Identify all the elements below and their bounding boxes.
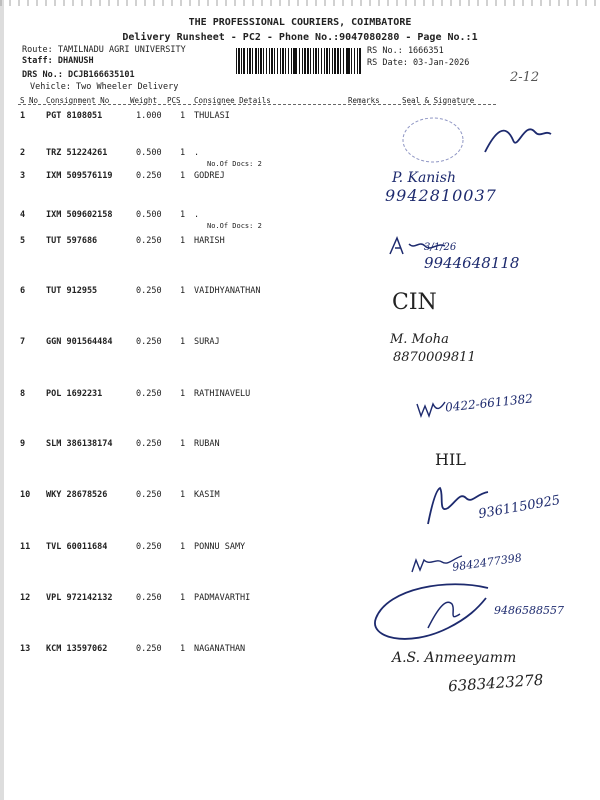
row-pcs: 1 (180, 439, 186, 449)
row-pcs: 1 (180, 389, 186, 399)
sig-row5-date: 3/1/26 (424, 242, 457, 253)
row-pcs: 1 (180, 542, 186, 552)
row-consignment-no: TUT 912955 (46, 286, 98, 296)
row-weight: 0.250 (136, 490, 162, 500)
row-consignment-no: TUT 597686 (46, 236, 98, 246)
row-consignment-no: TVL 60011684 (46, 542, 108, 552)
row-weight: 0.250 (136, 542, 162, 552)
row-pcs: 1 (180, 644, 186, 654)
row-consignment-no: IXM 509602158 (46, 210, 113, 220)
row-weight: 0.500 (136, 148, 162, 158)
row-consignment-no: KCM 13597062 (46, 644, 108, 654)
barcode (236, 48, 361, 74)
row-sno: 2 (20, 148, 26, 158)
row-consignee: PADMAVARTHI (194, 593, 251, 603)
row-pcs: 1 (180, 111, 186, 121)
row-consignee: RATHINAVELU (194, 389, 251, 399)
row-consignment-no: SLM 386138174 (46, 439, 113, 449)
row-weight: 0.250 (136, 644, 162, 654)
sig-row9: HIL (435, 450, 466, 469)
company-title: THE PROFESSIONAL COURIERS, COIMBATORE (188, 17, 412, 28)
table-row (0, 439, 600, 479)
row-docs-count: No.Of Docs: 2 (207, 160, 262, 168)
col-remarks: Remarks (348, 96, 380, 105)
header-rule (18, 104, 496, 105)
staff-label: Staff: (22, 56, 53, 66)
row-consignee: VAIDHYANATHAN (194, 286, 261, 296)
col-seal: Seal & Signature (402, 96, 475, 105)
row-sno: 9 (20, 439, 26, 449)
staff-value: DHANUSH (57, 56, 94, 66)
col-weight: Weight (130, 96, 158, 105)
vehicle-type: Vehicle: Two Wheeler Delivery (30, 82, 179, 92)
page-mark: 2-12 (510, 70, 540, 85)
row-sno: 4 (20, 210, 26, 220)
row-consignment-no: PGT 8108051 (46, 111, 103, 121)
row-pcs: 1 (180, 236, 186, 246)
row-pcs: 1 (180, 593, 186, 603)
row-pcs: 1 (180, 171, 186, 181)
row-weight: 0.250 (136, 593, 162, 603)
table-row (0, 337, 600, 377)
row-pcs: 1 (180, 148, 186, 158)
sig-row12-phone: 9486588557 (494, 604, 564, 617)
row-weight: 1.000 (136, 111, 162, 121)
sig-row13-phone: 6383423278 (447, 670, 544, 696)
row-consignment-no: GGN 901564484 (46, 337, 113, 347)
row-sno: 11 (20, 542, 31, 552)
sig-row3-name: P. Kanish (392, 170, 456, 186)
route-label: Route: TAMILNADU AGRI UNIVERSITY (22, 45, 186, 55)
row-consignee: HARISH (194, 236, 225, 246)
row-consignment-no: TRZ 51224261 (46, 148, 108, 158)
sig-row6: CIN (392, 290, 437, 315)
sig-row5-phone: 9944648118 (424, 254, 520, 272)
row-consignee: THULASI (194, 111, 230, 121)
sig-row13-name: A.S. Anmeeyamm (392, 650, 517, 666)
row-sno: 3 (20, 171, 26, 181)
row-consignee: NAGANATHAN (194, 644, 246, 654)
row-pcs: 1 (180, 337, 186, 347)
table-row (0, 171, 600, 211)
row-consignee: PONNU SAMY (194, 542, 246, 552)
row-sno: 12 (20, 593, 31, 603)
row-consignee: . (194, 148, 200, 158)
sig-row12-scribble (368, 578, 498, 648)
sig-row7-name: M. Moha (390, 332, 449, 347)
row-sno: 10 (20, 490, 31, 500)
row-pcs: 1 (180, 490, 186, 500)
row-weight: 0.500 (136, 210, 162, 220)
rs-date: RS Date: 03-Jan-2026 (367, 58, 470, 68)
row-weight: 0.250 (136, 337, 162, 347)
sig-row8-phone: 0422-6611382 (444, 391, 534, 415)
row-consignee: GODREJ (194, 171, 225, 181)
staff-field (22, 56, 94, 66)
row-pcs: 1 (180, 210, 186, 220)
seal-stamp (395, 112, 565, 172)
row-consignment-no: IXM 509576119 (46, 171, 113, 181)
row-consignee: RUBAN (194, 439, 220, 449)
drs-number: DRS No.: DCJB166635101 (22, 70, 135, 80)
row-weight: 0.250 (136, 236, 162, 246)
sig-row10-phone: 9361150925 (477, 492, 562, 523)
row-weight: 0.250 (136, 439, 162, 449)
rs-number: RS No.: 1666351 (367, 46, 444, 56)
runsheet-subtitle: Delivery Runsheet - PC2 - Phone No.:9047080280 - Page No.:1 (122, 32, 478, 43)
table-row (0, 286, 600, 326)
row-consignment-no: WKY 28678526 (46, 490, 108, 500)
row-weight: 0.250 (136, 171, 162, 181)
row-consignee: KASIM (194, 490, 220, 500)
sig-row7-phone: 8870009811 (393, 350, 476, 365)
row-sno: 7 (20, 337, 26, 347)
row-weight: 0.250 (136, 286, 162, 296)
row-consignee: . (194, 210, 200, 220)
row-sno: 6 (20, 286, 26, 296)
col-consignee: Consignee Details (194, 96, 271, 105)
row-pcs: 1 (180, 286, 186, 296)
col-consignment: Consignment No (46, 96, 110, 105)
col-pcs: PCS (167, 96, 181, 105)
perforation (0, 0, 600, 6)
row-sno: 13 (20, 644, 31, 654)
row-consignee: SURAJ (194, 337, 220, 347)
row-docs-count: No.Of Docs: 2 (207, 222, 262, 230)
sig-row11-phone: 9842477398 (451, 551, 523, 574)
row-weight: 0.250 (136, 389, 162, 399)
row-sno: 5 (20, 236, 26, 246)
row-sno: 8 (20, 389, 26, 399)
sig-row3-phone: 9942810037 (385, 186, 497, 205)
row-consignment-no: VPL 972142132 (46, 593, 113, 603)
col-sno: S No (20, 96, 39, 105)
row-consignment-no: POL 1692231 (46, 389, 103, 399)
row-sno: 1 (20, 111, 26, 121)
